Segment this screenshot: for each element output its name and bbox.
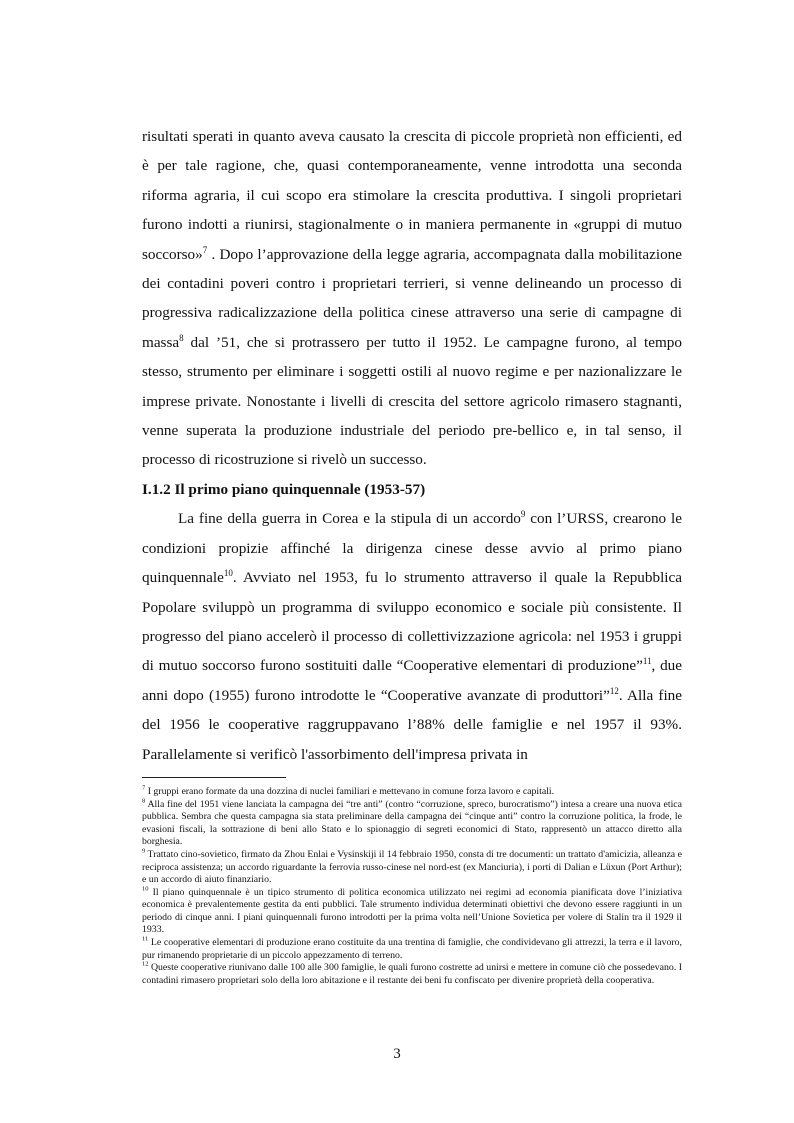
footnote-text: Trattato cino-sovietico, firmato da Zhou Enlai e Vysinskiji il 14 febbraio 1950, consta di tre documenti: un trattato d'amicizia, alleanza e reciproca assistenza; un accordo riguardante la ferrovia russo-cinese nel nord-est (ex Manciuria), i porti di Dalian e Lüxun (Port Arthur); e un accordo di aiuto finanziario. xyxy=(142,848,682,886)
footnote-ref[interactable]: 12 xyxy=(609,685,619,696)
page-number: 3 xyxy=(393,1046,401,1062)
footnote-text: Il piano quinquennale è un tipico strumento di politica economica utilizzato nei regimi ad economia pianificata dove l’iniziativa economica è prevalentemente gestita da enti pubblici. Tale strumento individua determinati obiettivi che devono essere raggiunti in un periodo di cinque anni. I piani quinquennali furono introdotti per la prima volta nell’Unione Sovietica per volere di Stalin tra il 1929 il 1933. xyxy=(142,886,682,936)
footnote xyxy=(142,962,682,987)
footnote-ref[interactable]: 7 xyxy=(202,244,208,255)
footnote-text: Alla fine del 1951 viene lanciata la campagna dei “tre anti” (contro “corruzione, spreco, burocratismo”) intesa a creare una nuova etica pubblica. Sembra che questa campagna sia stata preliminare della campagna dei “cinque anti” contro la corruzione politica, la frode, le evasioni fiscali, la sottrazione di beni allo Stato e lo spionaggio di segreti economici di Stato, rappresentò un attacco diretto alla borghesia. xyxy=(142,798,682,848)
footnote xyxy=(142,786,682,799)
text-run: dal ’51, che si protrassero per tutto il 1952. Le campagne furono, al tempo stesso, strumento per eliminare i soggetti ostili al nuovo regime e per nazionalizzare le imprese private. Nonostante i livelli di crescita del settore agricolo rimasero stagnanti, venne superata la produzione industriale del periodo pre-bellico e, in tal senso, il processo di ricostruzione si rivelò un successo. xyxy=(142,333,682,469)
footnote-ref[interactable]: 11 xyxy=(642,656,652,667)
page-content xyxy=(142,122,682,987)
footnote-number: 10 xyxy=(142,885,149,893)
body-paragraph xyxy=(142,504,682,769)
body-paragraph xyxy=(142,122,682,475)
footnote-ref[interactable]: 9 xyxy=(520,509,526,520)
footnote-number: 9 xyxy=(142,847,146,855)
footnote-text: Le cooperative elementari di produzione erano costituite da una trentina di famiglie, che condividevano gli attrezzi, la terra e il lavoro, pur rimanendo proprietarie di un piccolo appezzamento di terreno. xyxy=(142,937,682,961)
section-heading: I.1.2 Il primo piano quinquennale (1953-57) xyxy=(142,480,426,498)
footnote-number: 11 xyxy=(142,935,149,943)
text-run: . Alla fine del 1956 le cooperative raggruppavano l’88% delle famiglie e nel 1957 il 93%. Parallelamente si verificò l'assorbimento dell'impresa privata in xyxy=(142,686,683,763)
footnote-number: 8 xyxy=(142,797,146,805)
footnote xyxy=(142,937,682,962)
footnote-text: I gruppi erano formate da una dozzina di nuclei familiari e mettevano in comune forza lavoro e capitali. xyxy=(145,785,555,797)
text-run: . Avviato nel 1953, fu lo strumento attraverso il quale la Repubblica Popolare sviluppò un programma di sviluppo economico e sociale più consistente. Il progresso del piano accelerò il processo di collettivizzazione agricola: nel 1953 i gruppi di mutuo soccorso furono sostituiti dalle “Cooperative elementari di produzione” xyxy=(142,569,682,675)
footnotes xyxy=(142,786,682,988)
footnote-separator xyxy=(142,777,286,778)
footnote-number: 12 xyxy=(142,960,149,968)
footnote xyxy=(142,799,682,849)
footnote xyxy=(142,849,682,887)
footnote xyxy=(142,887,682,937)
footnote-ref[interactable]: 10 xyxy=(223,568,233,579)
text-run: , due anni dopo (1955) furono introdotte le “Cooperative avanzate di produttori” xyxy=(142,657,682,704)
text-run: risultati sperati in quanto aveva causato la crescita di piccole proprietà non efficienti, ed è per tale ragione, che, quasi contemporaneamente, venne introdotta una seconda riforma agraria, il cui scopo era stimolare la crescita produttiva. I singoli proprietari furono indotti a riunirsi, stagionalmente o in maniera permanente in «gruppi di mutuo soccorso» xyxy=(142,128,682,263)
text-run: . Dopo l’approvazione della legge agraria, accompagnata dalla mobilitazione dei contadini poveri contro i proprietari terrieri, si venne delineando un processo di progressiva radicalizzazione della politica cinese attraverso una serie di campagne di massa xyxy=(142,245,682,351)
footnote-text: Queste cooperative riunivano dalle 100 alle 300 famiglie, le quali furono costrette ad unirsi e mettere in comune ciò che possedevano. I contadini rimasero proprietari solo della loro abitazione e il restante dei beni fu confiscato per divenire proprietà della cooperativa. xyxy=(142,962,682,986)
text-run: con l’URSS, crearono le condizioni propizie affinché la dirigenza cinese desse avvio al primo piano quinquennale xyxy=(142,510,682,587)
text-run: La fine della guerra in Corea e la stipula di un accordo xyxy=(178,510,521,528)
footnote-ref[interactable]: 8 xyxy=(179,332,184,343)
footnote-number: 7 xyxy=(142,784,146,792)
